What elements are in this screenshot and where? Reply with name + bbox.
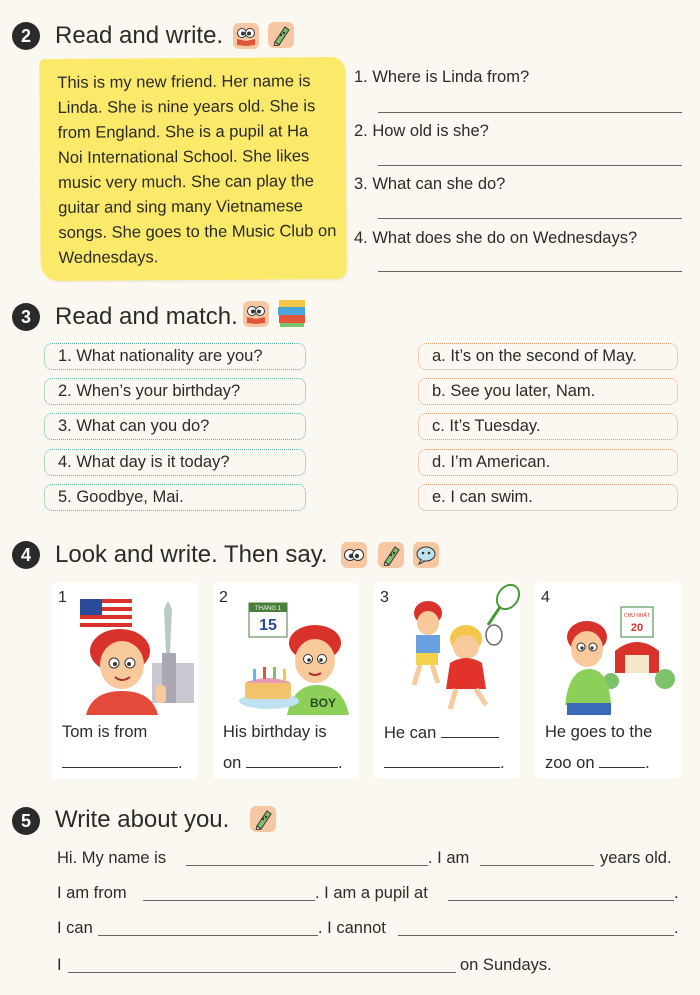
section-number-4: 4 bbox=[12, 541, 40, 569]
card-number: 3 bbox=[380, 589, 389, 606]
school-blank[interactable] bbox=[448, 900, 674, 901]
period: . bbox=[500, 754, 505, 772]
picture-card-1 bbox=[52, 583, 198, 779]
birthday-illustration bbox=[229, 593, 355, 715]
calendar-day: 15 bbox=[259, 617, 277, 634]
card-4-prompt: He goes to the bbox=[545, 723, 653, 741]
write-line-1-end: years old. bbox=[600, 849, 672, 867]
match-answer-d[interactable]: d. I’m American. bbox=[418, 449, 678, 476]
match-answer-a[interactable]: a. It’s on the second of May. bbox=[418, 343, 678, 370]
section-title-write-about-you: Write about you. bbox=[55, 806, 230, 833]
write-line-3-start: I can bbox=[57, 919, 93, 937]
badminton-illustration bbox=[394, 583, 520, 715]
answer-blank[interactable] bbox=[599, 753, 645, 768]
write-line-2-mid: . I am a pupil at bbox=[315, 884, 428, 902]
eyes-book-icon bbox=[243, 301, 269, 327]
can-blank[interactable] bbox=[98, 935, 318, 936]
match-question-1[interactable]: 1. What nationality are you? bbox=[44, 343, 306, 370]
write-line-2-end: . bbox=[674, 884, 679, 902]
card-3-answer[interactable] bbox=[384, 753, 505, 773]
reading-passage bbox=[39, 57, 347, 281]
prompt-on: on bbox=[223, 754, 242, 772]
match-question-2[interactable]: 2. When’s your birthday? bbox=[44, 378, 306, 405]
sign-day: 20 bbox=[630, 622, 644, 634]
write-line-1-mid: . I am bbox=[428, 849, 470, 867]
section-number-2: 2 bbox=[12, 22, 40, 50]
period: . bbox=[178, 754, 183, 772]
zoo-illustration bbox=[553, 593, 679, 715]
picture-card-3 bbox=[374, 583, 520, 779]
period: . bbox=[337, 754, 343, 772]
card-3-prompt bbox=[384, 723, 499, 743]
card-4-answer[interactable] bbox=[545, 753, 650, 773]
period: . bbox=[645, 754, 650, 772]
answer-line-1[interactable] bbox=[378, 112, 682, 113]
pencil-icon bbox=[250, 806, 276, 832]
card-2-prompt: His birthday is bbox=[223, 723, 327, 741]
card-1-answer[interactable] bbox=[62, 753, 183, 773]
prompt-he-can: He can bbox=[384, 724, 437, 742]
section-title-look-and-write: Look and write. Then say. bbox=[55, 541, 328, 568]
country-blank[interactable] bbox=[143, 900, 315, 901]
calendar-month: THANG 1 bbox=[254, 606, 282, 612]
eyes-book-icon bbox=[233, 23, 259, 49]
match-question-5[interactable]: 5. Goodbye, Mai. bbox=[44, 484, 306, 511]
stacked-cards-icon bbox=[276, 297, 308, 329]
card-2-answer[interactable] bbox=[223, 753, 343, 773]
question-4: 4. What does she do on Wednesdays? bbox=[354, 229, 638, 247]
card-number: 2 bbox=[219, 589, 228, 606]
question-2: 2. How old is she? bbox=[354, 122, 489, 140]
cannot-blank[interactable] bbox=[398, 935, 674, 936]
picture-card-4 bbox=[535, 583, 681, 779]
answer-blank[interactable] bbox=[62, 753, 178, 768]
section-title-read-and-match: Read and match. bbox=[55, 303, 238, 330]
match-answer-e[interactable]: e. I can swim. bbox=[418, 484, 678, 511]
match-question-4[interactable]: 4. What day is it today? bbox=[44, 449, 306, 476]
write-line-1-start: Hi. My name is bbox=[57, 849, 167, 867]
card-1-prompt: Tom is from bbox=[62, 723, 148, 741]
write-line-3-mid: . I cannot bbox=[318, 919, 386, 937]
pencil-icon bbox=[268, 22, 294, 48]
match-question-3[interactable]: 3. What can you do? bbox=[44, 413, 306, 440]
match-answer-b[interactable]: b. See you later, Nam. bbox=[418, 378, 678, 405]
sign-top: CHỦ NHẬT bbox=[624, 613, 650, 619]
answer-blank[interactable] bbox=[246, 753, 338, 768]
write-line-4-end: on Sundays. bbox=[460, 956, 552, 974]
sundays-blank[interactable] bbox=[68, 972, 456, 973]
answer-line-2[interactable] bbox=[378, 165, 682, 166]
picture-card-2 bbox=[213, 583, 359, 779]
age-blank[interactable] bbox=[480, 865, 594, 866]
answer-line-3[interactable] bbox=[378, 218, 682, 219]
section-number-5: 5 bbox=[12, 807, 40, 835]
question-1: 1. Where is Linda from? bbox=[354, 68, 530, 86]
answer-blank[interactable] bbox=[441, 723, 499, 738]
write-line-4-start: I bbox=[57, 956, 62, 974]
tom-usa-illustration bbox=[72, 593, 194, 715]
card-number: 1 bbox=[58, 589, 67, 606]
name-blank[interactable] bbox=[186, 865, 428, 866]
answer-line-4[interactable] bbox=[378, 271, 682, 272]
write-line-2-start: I am from bbox=[57, 884, 127, 902]
passage-text: This is my new friend. Her name is Linda. She is nine years old. She is from England. She is a pupil at Ha Noi International School. She likes music very much. She can play the guitar and sing many Vietnamese songs. She goes to the Music Club on Wednesdays. bbox=[57, 72, 337, 267]
write-line-3-end: . bbox=[674, 919, 679, 937]
card-number: 4 bbox=[541, 589, 550, 606]
pencil-icon bbox=[378, 542, 404, 568]
question-3: 3. What can she do? bbox=[354, 175, 506, 193]
answer-blank[interactable] bbox=[384, 753, 500, 768]
speech-bubble-icon bbox=[413, 542, 439, 568]
match-answer-c[interactable]: c. It’s Tuesday. bbox=[418, 413, 678, 440]
shirt-text: BOY bbox=[309, 696, 337, 710]
section-title-read-and-write: Read and write. bbox=[55, 22, 224, 49]
prompt-zoo-on: zoo on bbox=[545, 754, 595, 772]
eyes-icon bbox=[341, 542, 367, 568]
section-number-3: 3 bbox=[12, 303, 40, 331]
